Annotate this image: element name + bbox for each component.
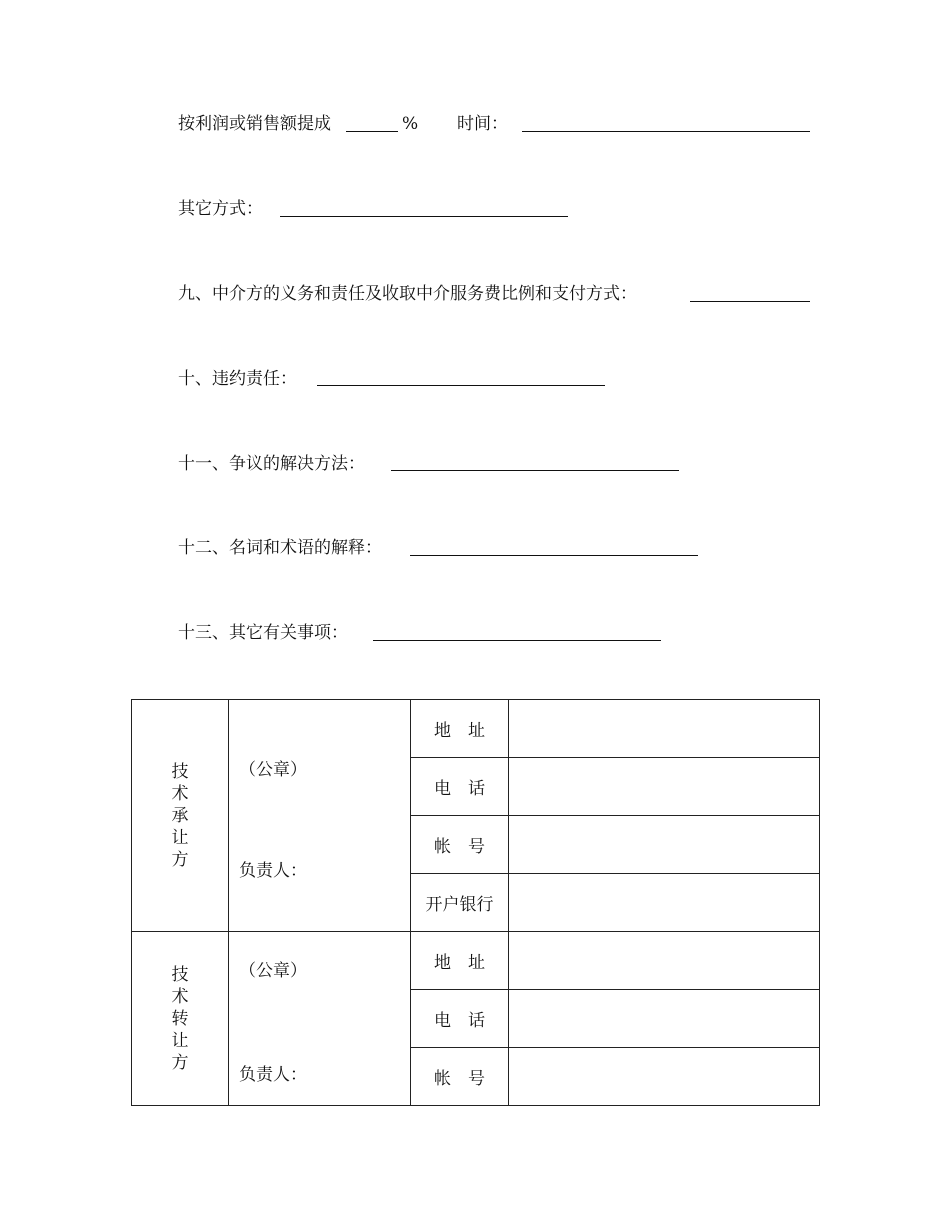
assignee-bank-field[interactable]: [509, 874, 820, 932]
other-method-blank[interactable]: [280, 216, 568, 217]
other-method-label: 其它方式：: [178, 199, 263, 219]
assignee-phone-label: 电 话: [411, 758, 509, 816]
assignor-account-field[interactable]: [509, 1048, 820, 1106]
assignee-account-field[interactable]: [509, 816, 820, 874]
item-12-blank[interactable]: [410, 555, 698, 556]
assignor-address-label: 地 址: [411, 932, 509, 990]
assignee-address-field[interactable]: [509, 700, 820, 758]
item-10-blank[interactable]: [317, 385, 605, 386]
assignor-account-label: 帐 号: [411, 1048, 509, 1106]
assignor-seal-label: （公章）: [239, 961, 307, 981]
item-11-blank[interactable]: [391, 470, 679, 471]
item-12-label: 十二、名词和术语的解释：: [178, 538, 382, 558]
item-9-label: 九、中介方的义务和责任及收取中介服务费比例和支付方式：: [178, 284, 637, 304]
assignee-party-label: 技 术 承 让 方: [132, 700, 229, 932]
item-10-label: 十、违约责任：: [178, 369, 297, 389]
assignee-phone-field[interactable]: [509, 758, 820, 816]
assignee-responsible-label: 负责人：: [239, 861, 307, 881]
item-13-blank[interactable]: [373, 640, 661, 641]
time-label: 时间：: [457, 114, 508, 134]
percent-sign: %: [402, 114, 419, 134]
signature-table: [131, 699, 820, 1106]
assignee-bank-label: 开户银行: [411, 874, 509, 932]
time-blank[interactable]: [522, 131, 810, 132]
assignor-responsible-label: 负责人：: [239, 1065, 307, 1085]
assignor-seal-cell[interactable]: [229, 932, 411, 1106]
assignor-phone-field[interactable]: [509, 990, 820, 1048]
profit-percentage-label: 按利润或销售额提成: [178, 114, 331, 134]
assignor-party-label: 技 术 转 让 方: [132, 932, 229, 1106]
assignee-seal-label: （公章）: [239, 760, 307, 780]
assignee-seal-cell[interactable]: [229, 700, 411, 932]
assignee-account-label: 帐 号: [411, 816, 509, 874]
item-9-blank[interactable]: [690, 301, 810, 302]
assignee-address-label: 地 址: [411, 700, 509, 758]
item-11-label: 十一、争议的解决方法：: [178, 454, 365, 474]
assignor-address-field[interactable]: [509, 932, 820, 990]
profit-percentage-blank[interactable]: [346, 131, 398, 132]
item-13-label: 十三、其它有关事项：: [178, 623, 348, 643]
assignor-phone-label: 电 话: [411, 990, 509, 1048]
